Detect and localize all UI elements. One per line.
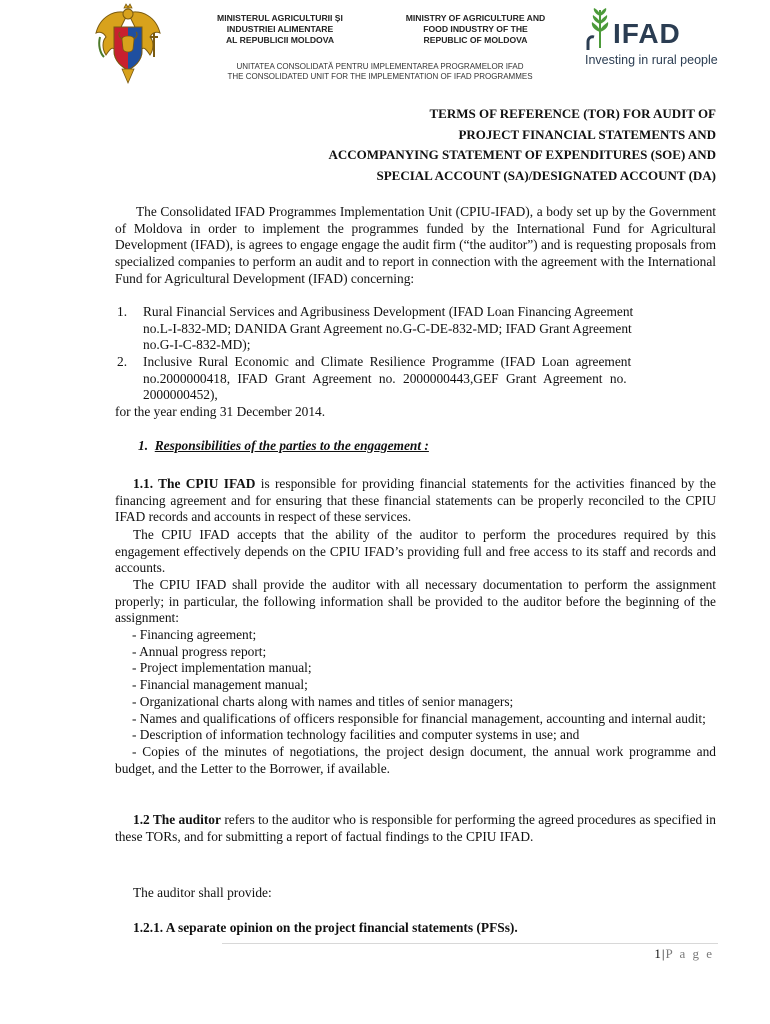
section-1-2-paragraph: 1.2 The auditor refers to the auditor who is responsible for performing the agreed procedures as specified in these TORs, and for submitting a report of factual findings to the CPIU IFAD. <box>115 812 716 844</box>
page-number: 1|P a g e <box>654 946 714 961</box>
ifad-tagline: Investing in rural people <box>585 53 718 67</box>
list-item: - Description of information technology facilities and computer systems in use; and <box>132 727 580 743</box>
section-1-heading: 1. Responsibilities of the parties to the engagement : <box>138 438 429 453</box>
section-1-1-label: 1.1. The CPIU IFAD <box>133 476 256 491</box>
list-item: - Project implementation manual; <box>132 660 312 676</box>
header-ministry-en: MINISTRY OF AGRICULTURE AND FOOD INDUSTRY OF THE REPUBLIC OF MOLDOVA <box>405 13 546 45</box>
section-1-2-label: 1.2 The auditor <box>133 812 221 827</box>
wheat-icon <box>585 6 615 50</box>
documentation-list <box>115 627 716 777</box>
document-title: TERMS OF REFERENCE (TOR) FOR AUDIT OF PROJECT FINANCIAL STATEMENTS AND ACCOMPANYING STATEMENT OF EXPENDITURES (SOE) AND SPECIAL ACCOUNT (SA)/DESIGNATED ACCOUNT (DA) <box>328 106 716 183</box>
footer-divider <box>222 943 718 944</box>
list-item: - Financial management manual; <box>132 677 308 693</box>
section-1-2-1-heading: 1.2.1. A separate opinion on the project financial statements (PFSs). <box>133 920 518 935</box>
header-ministry-ro: MINISTERUL AGRICULTURII ȘI INDUSTRIEI ALIMENTARE AL REPUBLICII MOLDOVA <box>217 13 343 45</box>
list-item: - Financing agreement; <box>132 627 257 642</box>
moldova-coat-of-arms-icon <box>92 3 164 88</box>
ifad-logo <box>585 6 735 70</box>
list-item: - Annual progress report; <box>132 643 267 659</box>
header-unit-en: THE CONSOLIDATED UNIT FOR THE IMPLEMENTATION OF IFAD PROGRAMMES <box>227 72 533 81</box>
list-item: - Organizational charts along with names and titles of senior managers; <box>132 693 514 709</box>
section-1-1-documentation-paragraph: The CPIU IFAD shall provide the auditor with all necessary documentation to perform the assignment properly; in particular, the following information shall be provided to the auditor before the beginning of the assignment: <box>115 577 716 626</box>
section-1-1-paragraph: 1.1. The CPIU IFAD is responsible for providing financial statements for the activities financed by the financing agreement and for ensuring that these financial statements can be properly reconciled to the CPIU IFAD records and accounts in respect of these services. <box>115 476 716 525</box>
list-item: - Names and qualifications of officers responsible for financial management, accounting and internal audit; <box>132 710 706 726</box>
list-item: - Copies of the minutes of negotiations, the project design document, the annual work programme and budget, and the Letter to the Borrower, if available. <box>115 743 716 776</box>
header-unit-ro: UNITATEA CONSOLIDATĂ PENTRU IMPLEMENTAREA PROGRAMELOR IFAD <box>236 62 524 71</box>
ifad-logo-text: IFAD <box>613 18 681 49</box>
auditor-provide-line: The auditor shall provide: <box>133 885 272 900</box>
section-1-1-access-paragraph: The CPIU IFAD accepts that the ability of the auditor to perform the procedures required by this engagement effectively depends on the CPIU IFAD’s providing full and free access to its staff and records and accounts. <box>115 527 716 576</box>
intro-paragraph: The Consolidated IFAD Programmes Implementation Unit (CPIU-IFAD), a body set up by the Government of Moldova in order to implement the programmes funded by the International Fund for Agricultural Development (IFAD), is agrees to engage engage the audit firm (“the auditor”) and is requesting proposals from specialized companies to perform an audit and to report in connection with the agreement with the International Fund for Agricultural Development (IFAD) concerning: <box>115 204 716 286</box>
intro-year-line: for the year ending 31 December 2014. <box>115 404 326 419</box>
